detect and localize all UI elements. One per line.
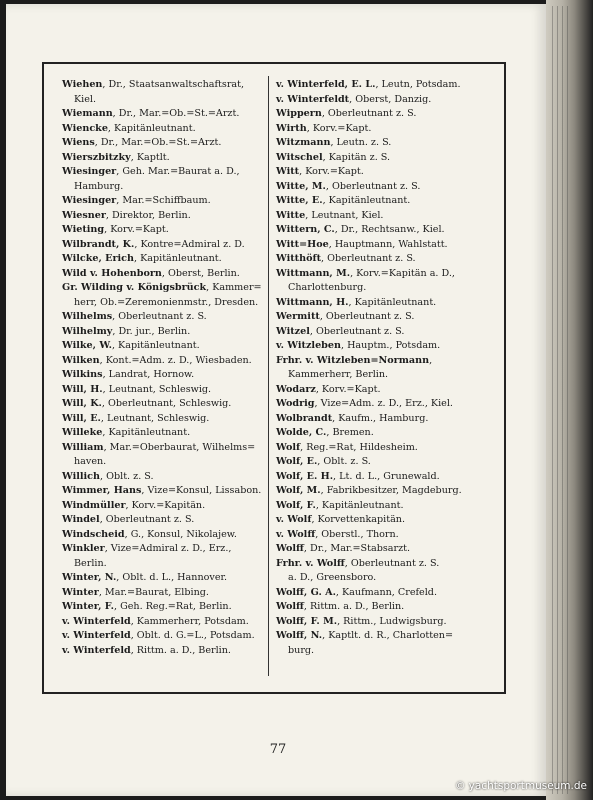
entry-name: Will, H.: [62, 383, 103, 395]
entry-details: , Hauptmann, Wahlstatt.: [328, 238, 448, 250]
directory-entry: [276, 470, 488, 485]
directory-entry: [62, 194, 262, 209]
entry-name: Wieting: [62, 224, 105, 235]
directory-entry: [62, 238, 262, 253]
directory-entry: [62, 223, 262, 238]
entry-details: , Leutnant, Schleswig.: [100, 412, 210, 424]
entry-name: Wimmer, Hans: [62, 485, 142, 496]
entry-name: v. Witzleben: [276, 340, 341, 351]
column-divider: [268, 76, 269, 676]
entry-name: Gr. Wilding v. Königsbrück: [62, 282, 207, 293]
entry-details: , Oberstl., Thorn.: [315, 528, 399, 540]
entry-details: , Vize=Admiral z. D., Erz.,: [104, 543, 232, 554]
directory-entry: [276, 325, 488, 340]
entry-details: , Korv.=Kapt.: [299, 166, 364, 177]
directory-entry: [62, 484, 262, 499]
entry-details: ,: [429, 354, 433, 366]
entry-name: Wittern, C.: [276, 224, 335, 235]
entry-details: , Leutnant, Schleswig.: [102, 383, 212, 395]
directory-entry: [276, 93, 488, 108]
directory-entry: [276, 354, 488, 383]
entry-name: William: [62, 441, 104, 453]
entry-name: Wolff: [276, 543, 304, 554]
directory-entry: [276, 209, 488, 224]
directory-entry: [276, 296, 488, 311]
directory-entry: [276, 180, 488, 195]
entry-name: Wolf, M.: [276, 485, 321, 496]
entry-details: , Oberleutnant, Schleswig.: [101, 398, 232, 409]
directory-entry: [62, 441, 262, 470]
entry-name: Wiehen: [62, 79, 103, 90]
directory-entry: [276, 426, 488, 441]
entry-name: Will, K.: [62, 398, 102, 409]
entry-details: , Rittm., Ludwigsburg.: [337, 615, 447, 627]
book-spine: [546, 0, 593, 800]
directory-entry: [62, 78, 262, 107]
entry-details: , Korv.=Kapitän a. D.,: [350, 267, 455, 279]
directory-entry: [276, 397, 488, 412]
entry-name: Wild v. Hohenborn: [62, 267, 162, 279]
directory-entry: [62, 426, 262, 441]
directory-entry: [276, 165, 488, 180]
entry-details: , Korv.=Kapitän.: [125, 499, 206, 511]
entry-name: Willich: [62, 470, 101, 482]
entry-details: , Kapitänleutnant.: [315, 499, 404, 511]
left-column: [62, 78, 262, 658]
entry-details: , Kapitänleutnant.: [134, 253, 222, 264]
entry-details: , Fabrikbesitzer, Magdeburg.: [320, 485, 462, 496]
directory-entry: [276, 151, 488, 166]
entry-details: , Kaptlt. d. R., Charlotten=: [322, 630, 453, 641]
entry-details: , Vize=Adm. z. D., Erz., Kiel.: [314, 398, 453, 409]
directory-entry: [276, 136, 488, 151]
entry-details: , Kapitänleutnant.: [107, 122, 196, 134]
entry-name: v. Winterfeld: [62, 615, 131, 627]
entry-details: , Oblt. d. L., Hannover.: [116, 572, 228, 583]
entry-name: Witzel: [276, 325, 310, 337]
entry-details: , Mar.=Baurat, Elbing.: [98, 586, 209, 598]
entry-name: v. Wolff: [276, 528, 316, 540]
directory-entry: [62, 325, 262, 340]
directory-entry: [62, 412, 262, 427]
entry-details: , Oberleutnant z. S.: [99, 514, 195, 525]
entry-details: , Reg.=Rat, Hildesheim.: [300, 441, 418, 453]
directory-entry: [276, 513, 488, 528]
entry-details: , Mar.=Schiffbaum.: [116, 195, 211, 206]
entry-name: Wolde, C.: [276, 427, 327, 438]
entry-name: Wolf, F.: [276, 499, 316, 511]
entry-name: Witzmann: [276, 137, 331, 148]
entry-name: Wolf: [276, 441, 301, 453]
entry-name: Wiencke: [62, 122, 108, 134]
directory-entry: [62, 252, 262, 267]
entry-name: Wittmann, M.: [276, 267, 351, 279]
page-number: 77: [269, 742, 287, 757]
directory-entry: [276, 339, 488, 354]
entry-name: Wiesinger: [62, 166, 117, 177]
entry-name: Winkler: [62, 543, 105, 554]
entry-details: , Kaufmann, Crefeld.: [335, 586, 437, 598]
entry-details: , Kaptlt.: [130, 151, 170, 163]
entry-name: v. Winterfeldt: [276, 93, 350, 105]
entry-name: Witt: [276, 166, 300, 177]
entry-details: , Rittm. a. D., Berlin.: [130, 644, 231, 656]
entry-details: , Kontre=Admiral z. D.: [134, 238, 245, 250]
entry-name: Frhr. v. Wolff: [276, 557, 345, 569]
directory-entry: [276, 557, 488, 586]
entry-name: Wiemann: [62, 108, 113, 119]
directory-entry: [62, 136, 262, 151]
entry-continuation: burg.: [288, 644, 315, 656]
entry-details: , Oblt. z. S.: [317, 456, 371, 467]
entry-name: v. Wolf: [276, 514, 312, 525]
entry-name: Witte, M.: [276, 180, 326, 192]
entry-details: , Oberst, Danzig.: [349, 93, 432, 105]
directory-entry: [276, 455, 488, 470]
book-page: [6, 4, 546, 796]
entry-name: Wirth: [276, 122, 307, 134]
entry-details: , Kapitänleutnant.: [322, 195, 411, 206]
directory-entry: [62, 586, 262, 601]
entry-name: Wilkins: [62, 369, 103, 380]
directory-entry: [62, 571, 262, 586]
directory-entry: [62, 499, 262, 514]
directory-entry: [276, 238, 488, 253]
entry-details: , Kammerherr, Potsdam.: [130, 615, 249, 627]
entry-name: Wilke, W.: [62, 340, 112, 351]
entry-name: Wilbrandt, K.: [62, 238, 135, 250]
directory-entry: [276, 528, 488, 543]
entry-details: , Oberleutnant z. S.: [325, 180, 421, 192]
entry-name: Wolf, E.: [276, 456, 318, 467]
entry-details: , Oberleutnant z. S.: [321, 108, 417, 119]
entry-name: Wiesner: [62, 209, 106, 221]
entry-details: , Leutnant, Kiel.: [305, 209, 384, 221]
directory-entry: [62, 267, 262, 282]
entry-name: Winter: [62, 586, 99, 598]
entry-name: Wolbrandt: [276, 412, 333, 424]
directory-entry: [62, 629, 262, 644]
directory-entry: [276, 267, 488, 296]
entry-name: Wolff, G. A.: [276, 586, 336, 598]
entry-name: v. Winterfeld: [62, 630, 131, 641]
entry-name: Witthöft: [276, 253, 322, 264]
directory-entry: [62, 513, 262, 528]
entry-details: , Vize=Konsul, Lissabon.: [141, 485, 262, 496]
directory-entry: [62, 354, 262, 369]
entry-details: , Oberleutnant z. S.: [112, 311, 207, 322]
entry-name: Wodarz: [276, 383, 316, 395]
entry-name: Wiesinger: [62, 195, 117, 206]
entry-name: v. Winterfeld, E. L.: [276, 79, 376, 90]
directory-entry: [62, 151, 262, 166]
directory-entry: [276, 615, 488, 630]
directory-entry: [62, 122, 262, 137]
entry-name: Wolf, E. H.: [276, 470, 334, 482]
entry-details: , Rittm. a. D., Berlin.: [303, 601, 405, 612]
entry-name: Wierszbitzky: [62, 151, 131, 163]
entry-details: , Dr., Mar.=Ob.=St.=Arzt.: [112, 108, 240, 119]
directory-entry: [62, 209, 262, 224]
entry-details: , Oberst, Berlin.: [161, 267, 240, 279]
entry-details: , Direktor, Berlin.: [105, 209, 191, 221]
directory-entry: [276, 122, 488, 137]
directory-entry: [62, 644, 262, 659]
entry-name: Windel: [62, 514, 100, 525]
entry-details: , Kapitän z. S.: [322, 151, 391, 163]
entry-continuation: a. D., Greensboro.: [288, 572, 377, 583]
entry-details: , Oblt. d. G.=L., Potsdam.: [130, 630, 255, 641]
directory-entry: [276, 629, 488, 658]
entry-name: Will, E.: [62, 412, 101, 424]
entry-continuation: herr, Ob.=Zeremonienmstr., Dresden.: [74, 296, 259, 308]
entry-name: Wiens: [62, 137, 95, 148]
entry-name: Wippern: [276, 108, 322, 119]
entry-details: , Oberleutnant z. S.: [344, 557, 440, 569]
directory-entry: [62, 615, 262, 630]
entry-details: , Dr., Mar.=Ob.=St.=Arzt.: [94, 137, 222, 148]
entry-details: , Oberleutnant z. S.: [321, 253, 416, 264]
entry-name: Winter, N.: [62, 572, 117, 583]
entry-details: , Dr., Mar.=Stabsarzt.: [303, 543, 411, 554]
entry-name: Witt=Hoe: [276, 238, 329, 250]
entry-continuation: Charlottenburg.: [288, 282, 367, 293]
entry-details: , Korv.=Kapt.: [315, 383, 381, 395]
entry-name: Wilhelmy: [62, 325, 113, 337]
entry-name: Windscheid: [62, 528, 125, 540]
entry-details: , Dr., Staatsanwaltschaftsrat,: [102, 79, 245, 90]
entry-details: , Dr., Rechtsanw., Kiel.: [334, 224, 445, 235]
entry-name: Windmüller: [62, 499, 126, 511]
entry-name: Wolff, N.: [276, 630, 323, 641]
directory-entry: [276, 252, 488, 267]
entry-details: , Bremen.: [326, 427, 374, 438]
directory-entry: [62, 281, 262, 310]
entry-details: , Geh. Mar.=Baurat a. D.,: [116, 166, 240, 177]
directory-entry: [276, 412, 488, 427]
entry-name: Wilhelms: [62, 311, 113, 322]
right-column: [276, 78, 488, 658]
directory-entry: [62, 165, 262, 194]
directory-entry: [62, 470, 262, 485]
entry-details: , Dr. jur., Berlin.: [112, 325, 191, 337]
entry-name: Wittmann, H.: [276, 296, 349, 308]
entry-details: , Geh. Reg.=Rat, Berlin.: [113, 601, 232, 612]
copyright-watermark: © yachtsportmuseum.de: [454, 780, 587, 792]
directory-entry: [62, 383, 262, 398]
directory-entry: [62, 107, 262, 122]
directory-entry: [276, 586, 488, 601]
entry-details: , Mar.=Oberbaurat, Wilhelms=: [103, 441, 256, 453]
entry-continuation: haven.: [74, 456, 107, 467]
directory-entry: [62, 600, 262, 615]
entry-continuation: Kiel.: [74, 93, 97, 105]
entry-details: , Landrat, Hornow.: [102, 369, 195, 380]
directory-entry: [62, 542, 262, 571]
entry-details: , Korvettenkapitän.: [311, 514, 406, 525]
directory-entry: [276, 107, 488, 122]
directory-entry: [62, 310, 262, 325]
entry-details: , G., Konsul, Nikolajew.: [124, 528, 237, 540]
directory-entry: [276, 383, 488, 398]
entry-details: , Kaufm., Hamburg.: [332, 412, 429, 424]
directory-entry: [276, 499, 488, 514]
directory-entry: [62, 397, 262, 412]
directory-entry: [276, 194, 488, 209]
entry-name: Witschel: [276, 151, 323, 163]
entry-name: Wilken: [62, 354, 100, 366]
entry-details: , Kammer=: [206, 282, 262, 293]
entry-name: Wodrig: [276, 398, 315, 409]
entry-name: Wolff: [276, 601, 304, 612]
entry-details: , Korv.=Kapt.: [104, 224, 169, 235]
directory-entry: [62, 368, 262, 383]
entry-name: Wermitt: [276, 311, 320, 322]
entry-details: , Hauptm., Potsdam.: [340, 340, 441, 351]
entry-name: Winter, F.: [62, 601, 114, 612]
directory-entry: [276, 600, 488, 615]
entry-details: , Kont.=Adm. z. D., Wiesbaden.: [99, 354, 252, 366]
entry-name: Wilcke, Erich: [62, 253, 134, 264]
directory-entry: [276, 441, 488, 456]
entry-details: , Oberleutnant z. S.: [309, 325, 405, 337]
entry-name: Witte, E.: [276, 195, 323, 206]
directory-entry: [276, 542, 488, 557]
directory-entry: [62, 339, 262, 354]
directory-entry: [276, 310, 488, 325]
directory-entry: [276, 78, 488, 93]
entry-details: , Oberleutnant z. S.: [319, 311, 415, 322]
directory-entry: [276, 484, 488, 499]
entry-name: Witte: [276, 209, 306, 221]
entry-details: , Oblt. z. S.: [100, 470, 154, 482]
entry-details: , Leutn, Potsdam.: [375, 79, 461, 90]
entry-continuation: Kammerherr, Berlin.: [288, 369, 389, 380]
entry-name: Willeke: [62, 427, 103, 438]
entry-continuation: Hamburg.: [74, 180, 124, 192]
entry-name: Frhr. v. Witzleben=Normann: [276, 354, 430, 366]
entry-details: , Kapitänleutnant.: [348, 296, 437, 308]
entry-continuation: Berlin.: [74, 557, 107, 569]
entry-details: , Leutn. z. S.: [330, 137, 392, 148]
entry-details: , Korv.=Kapt.: [306, 122, 372, 134]
entry-details: , Kapitänleutnant.: [111, 340, 200, 351]
directory-entry: [276, 223, 488, 238]
directory-entry: [62, 528, 262, 543]
entry-details: , Kapitänleutnant.: [102, 427, 191, 438]
entry-details: , Lt. d. L., Grunewald.: [333, 470, 440, 482]
entry-name: v. Winterfeld: [62, 644, 131, 656]
entry-name: Wolff, F. M.: [276, 615, 338, 627]
